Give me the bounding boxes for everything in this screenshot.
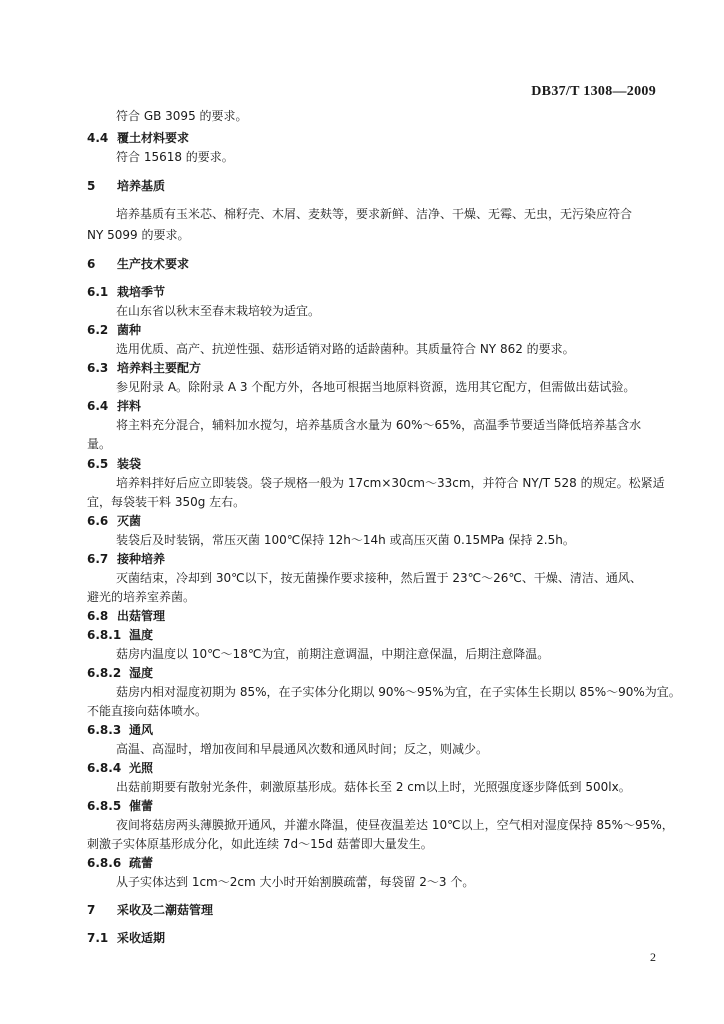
section-title: 通风 — [129, 723, 154, 737]
section-number: 6.4 — [87, 399, 109, 413]
text-line: 量。 — [87, 437, 112, 451]
document-number: DB37/T 1308—2009 — [531, 84, 656, 99]
section-title: 覆土材料要求 — [117, 131, 190, 145]
section-heading — [87, 513, 141, 529]
section-number: 4.4 — [87, 131, 109, 145]
text-line: 符合 15618 的要求。 — [116, 150, 234, 164]
section-title: 温度 — [129, 628, 154, 642]
section-number: 6.7 — [87, 552, 109, 566]
section-heading — [87, 398, 141, 414]
section-title: 菌种 — [117, 323, 142, 337]
section-title: 拌料 — [117, 399, 142, 413]
section-title: 生产技术要求 — [117, 257, 190, 271]
text-line: 宜，每袋装干料 350g 左右。 — [87, 495, 246, 509]
section-title: 湿度 — [129, 666, 154, 680]
section-title: 采收及二潮菇管理 — [117, 903, 214, 917]
text-line: 高温、高湿时，增加夜间和早晨通风次数和通风时间；反之，则减少。 — [116, 742, 489, 756]
section-heading — [87, 722, 153, 738]
section-heading — [87, 608, 165, 624]
section-heading — [87, 902, 213, 918]
section-number: 6.8 — [87, 609, 109, 623]
section-heading — [87, 178, 165, 194]
text-line: 培养基质有玉米芯、棉籽壳、木屑、麦麸等，要求新鲜、洁净、干燥、无霉、无虫，无污染应符合 — [116, 207, 633, 221]
section-number: 6.8.5 — [87, 799, 122, 813]
text-line: 灭菌结束，冷却到 30℃以下，按无菌操作要求接种，然后置于 23℃～26℃、干燥、清洁、通风、 — [116, 571, 642, 585]
section-heading — [87, 760, 153, 776]
text-line: NY 5099 的要求。 — [87, 228, 190, 242]
text-line: 避光的培养室养菌。 — [87, 590, 196, 604]
section-title: 培养基质 — [117, 179, 166, 193]
section-heading — [87, 130, 189, 146]
section-number: 6.8.6 — [87, 856, 122, 870]
section-heading — [87, 256, 189, 272]
section-number: 6.6 — [87, 514, 109, 528]
text-line: 装袋后及时装锅，常压灭菌 100℃保持 12h～14h 或高压灭菌 0.15MPa 保持 2.5h。 — [116, 533, 575, 547]
section-number: 6.3 — [87, 361, 109, 375]
section-number: 6.2 — [87, 323, 109, 337]
section-heading — [87, 855, 153, 871]
section-number: 5 — [87, 179, 96, 193]
text-line: 将主料充分混合，辅料加水搅匀，培养基质含水量为 60%～65%，高温季节要适当降低培养基含水 — [116, 418, 642, 432]
text-line: 选用优质、高产、抗逆性强、菇形适销对路的适龄菌种。其质量符合 NY 862 的要求。 — [116, 342, 575, 356]
section-heading — [87, 665, 153, 681]
section-title: 灭菌 — [117, 514, 142, 528]
section-number: 6.8.3 — [87, 723, 122, 737]
section-title: 疏蕾 — [129, 856, 154, 870]
section-number: 6.8.4 — [87, 761, 122, 775]
page-number: 2 — [650, 950, 656, 964]
section-number: 6 — [87, 257, 96, 271]
section-title: 出菇管理 — [117, 609, 166, 623]
section-number: 7 — [87, 903, 96, 917]
section-title: 光照 — [129, 761, 154, 775]
text-line: 符合 GB 3095 的要求。 — [116, 109, 248, 123]
section-number: 6.1 — [87, 285, 109, 299]
section-heading — [87, 322, 141, 338]
section-number: 7.1 — [87, 931, 109, 945]
section-heading — [87, 798, 153, 814]
section-title: 催蕾 — [129, 799, 154, 813]
section-number: 6.8.1 — [87, 628, 122, 642]
section-title: 接种培养 — [117, 552, 166, 566]
text-line: 不能直接向菇体喷水。 — [87, 704, 208, 718]
text-line: 刺激子实体原基形成分化，如此连续 7d～15d 菇蕾即大量发生。 — [87, 837, 433, 851]
text-line: 参见附录 A。除附录 A 3 个配方外，各地可根据当地原料资源，选用其它配方，但需做出菇试验。 — [116, 380, 636, 394]
text-line: 培养料拌好后应立即装袋。袋子规格一般为 17cm×30cm～33cm，并符合 NY/T 528 的规定。松紧适 — [116, 476, 665, 490]
section-heading — [87, 551, 165, 567]
section-heading — [87, 930, 165, 946]
section-heading — [87, 284, 165, 300]
section-number: 6.8.2 — [87, 666, 122, 680]
text-line: 菇房内温度以 10℃～18℃为宜，前期注意调温，中期注意保温，后期注意降温。 — [116, 647, 550, 661]
section-title: 培养料主要配方 — [117, 361, 202, 375]
section-heading — [87, 456, 141, 472]
text-line: 夜间将菇房两头薄膜掀开通风，并灌水降温，使昼夜温差达 10℃以上，空气相对湿度保持 85%～95%， — [116, 818, 674, 832]
section-number: 6.5 — [87, 457, 109, 471]
section-heading — [87, 627, 153, 643]
text-line: 从子实体达到 1cm～2cm 大小时开始割膜疏蕾，每袋留 2～3 个。 — [116, 875, 475, 889]
section-title: 栽培季节 — [117, 285, 166, 299]
text-line: 菇房内相对湿度初期为 85%，在子实体分化期以 90%～95%为宜，在子实体生长期以 85%～90%为宜。 — [116, 685, 681, 699]
text-line: 在山东省以秋末至春末栽培较为适宜。 — [116, 304, 321, 318]
section-heading — [87, 360, 201, 376]
section-title: 装袋 — [117, 457, 142, 471]
text-line: 出菇前期要有散射光条件，刺激原基形成。菇体长至 2 cm以上时，光照强度逐步降低到 500lx。 — [116, 780, 631, 794]
section-title: 采收适期 — [117, 931, 166, 945]
